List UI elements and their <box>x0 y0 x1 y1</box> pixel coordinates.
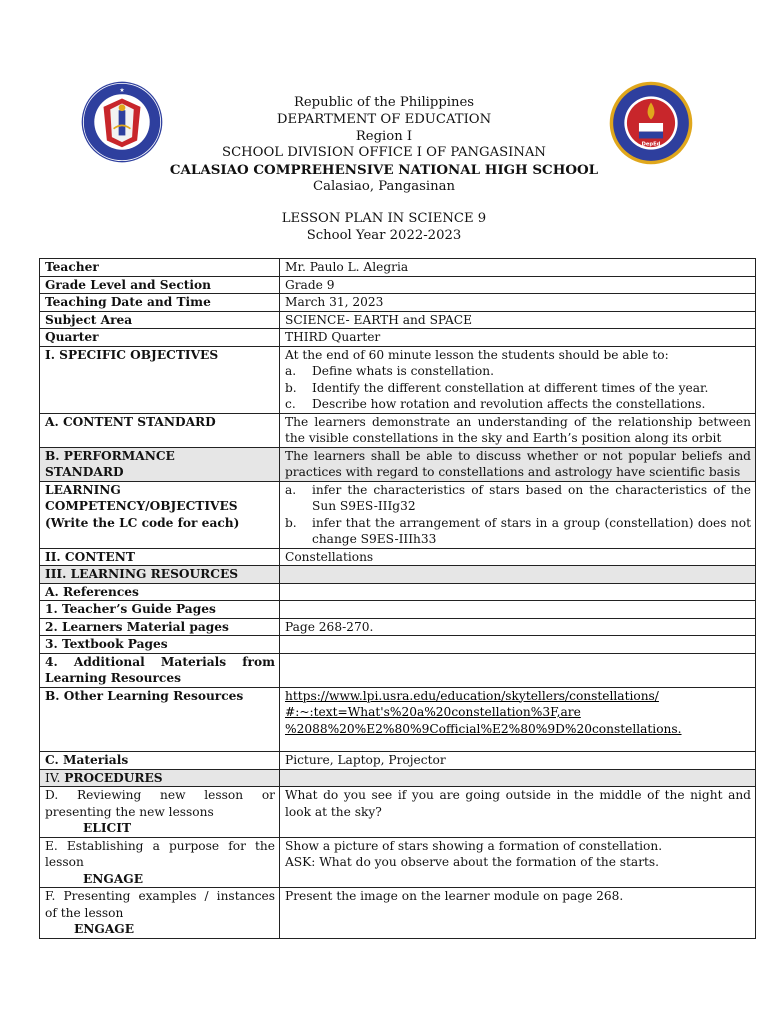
additional-label-line: Learning Resources <box>45 671 181 685</box>
content-standard-value: The learners demonstrate an understanding of the relationship between the visible constellations in the sky and Earth’s position along its orbit <box>280 413 756 447</box>
empty-cell <box>280 653 756 687</box>
link-line: %2088%20%E2%80%9Cofficial%E2%80%9D%20constellations. <box>285 721 682 736</box>
references-label: A. References <box>40 583 280 601</box>
svg-text:★: ★ <box>119 87 125 94</box>
resource-link[interactable] <box>285 688 751 738</box>
procedures-numeral: IV. <box>45 770 61 785</box>
procedure-label-line: presenting the new lessons <box>45 804 214 819</box>
table-row <box>40 601 756 619</box>
materials-value: Picture, Laptop, Projector <box>280 752 756 770</box>
procedure-e-label <box>40 837 280 888</box>
competency-list <box>285 482 751 548</box>
competency-text: infer that the arrangement of stars in a group (constellation) does not change S9ES-IIIh33 <box>312 515 751 546</box>
competency-text: infer the characteristics of stars based on the characteristics of the Sun S9ES-IIIg32 <box>312 482 751 513</box>
date-label: Teaching Date and Time <box>40 294 280 312</box>
learning-competency-cell <box>280 481 756 548</box>
table-row <box>40 259 756 277</box>
procedure-d-value: What do you see if you are going outside in the middle of the night and look at the sky? <box>280 787 756 838</box>
table-row <box>40 447 756 481</box>
table-row <box>40 276 756 294</box>
table-row <box>40 787 756 838</box>
procedure-label-line: E. Establishing a purpose for the <box>45 838 275 853</box>
procedure-label-line: of the lesson <box>45 905 124 920</box>
subject-value: SCIENCE- EARTH and SPACE <box>280 311 756 329</box>
letterhead <box>150 95 618 196</box>
header-region: Region I <box>355 128 413 144</box>
empty-cell <box>280 769 756 787</box>
procedure-label-line: D. Reviewing new lesson or <box>45 788 275 802</box>
performance-label-line: STANDARD <box>45 465 124 479</box>
table-row <box>40 752 756 770</box>
list-item <box>285 515 751 548</box>
lc-label-line: LEARNING <box>45 482 121 497</box>
link-line: #:~:text=What's%20a%20constellation%3F,are <box>285 705 581 719</box>
other-resources-cell <box>280 687 756 752</box>
header-school-name: CALASIAO COMPREHENSIVE NATIONAL HIGH SCHOOL <box>169 162 599 179</box>
list-marker: a. <box>285 482 297 497</box>
table-row <box>40 687 756 752</box>
table-row <box>40 329 756 347</box>
division-office-seal-logo <box>608 80 694 166</box>
other-resources-label: B. Other Learning Resources <box>40 687 280 752</box>
header-department: DEPARTMENT OF EDUCATION <box>276 111 492 127</box>
list-item <box>285 482 751 515</box>
header-division: SCHOOL DIVISION OFFICE I OF PANGASINAN <box>222 145 546 161</box>
list-marker: b. <box>285 380 297 395</box>
content-standard-label: A. CONTENT STANDARD <box>40 413 280 447</box>
performance-label-line: B. PERFORMANCE <box>45 448 175 463</box>
teacher-value: Mr. Paulo L. Alegria <box>280 259 756 277</box>
procedure-e-value <box>280 837 756 888</box>
table-row <box>40 481 756 548</box>
empty-cell <box>280 566 756 584</box>
list-item <box>285 396 751 413</box>
content-value: Constellations <box>280 548 756 566</box>
procedure-phase: ENGAGE <box>83 871 143 886</box>
subject-label: Subject Area <box>40 311 280 329</box>
spacer <box>285 737 751 751</box>
additional-label-line: 4. Additional Materials from <box>45 654 275 669</box>
procedure-f-label <box>40 888 280 939</box>
lc-label-line: COMPETENCY/OBJECTIVES <box>45 499 238 513</box>
procedure-text-line: Show a picture of stars showing a formation of constellation. <box>285 838 663 853</box>
learners-material-label: 2. Learners Material pages <box>40 618 280 636</box>
table-row <box>40 413 756 447</box>
table-row <box>40 346 756 413</box>
quarter-label: Quarter <box>40 329 280 347</box>
empty-cell <box>280 601 756 619</box>
procedure-label-line: lesson <box>45 855 84 869</box>
objectives-cell <box>280 346 756 413</box>
lesson-plan-title <box>150 210 618 244</box>
table-row <box>40 653 756 687</box>
header-republic: Republic of the Philippines <box>293 95 475 110</box>
lc-label-line: (Write the LC code for each) <box>45 515 240 530</box>
learners-material-value: Page 268-270. <box>280 618 756 636</box>
empty-cell <box>280 636 756 654</box>
table-row <box>40 618 756 636</box>
grade-label: Grade Level and Section <box>40 276 280 294</box>
table-row <box>40 769 756 787</box>
procedures-word: PROCEDURES <box>64 770 163 785</box>
header-address: Calasiao, Pangasinan <box>313 178 455 194</box>
list-marker: c. <box>285 397 296 411</box>
materials-label: C. Materials <box>40 752 280 770</box>
procedure-text-line: ASK: What do you observe about the formation of the starts. <box>285 855 660 869</box>
additional-materials-label <box>40 653 280 687</box>
procedure-label-line: F. Presenting examples / instances <box>45 889 275 903</box>
lesson-plan-table <box>39 258 756 939</box>
list-marker: b. <box>285 515 297 530</box>
procedures-label <box>40 769 280 787</box>
objectives-intro: At the end of 60 minute lesson the students should be able to: <box>285 347 669 362</box>
table-row <box>40 636 756 654</box>
list-item <box>285 363 751 380</box>
list-item <box>285 380 751 397</box>
procedure-phase: ELICIT <box>83 821 132 835</box>
table-row <box>40 311 756 329</box>
procedure-phase: ENGAGE <box>74 922 134 936</box>
date-value: March 31, 2023 <box>280 294 756 312</box>
objective-text: Describe how rotation and revolution affects the constellations. <box>312 397 706 411</box>
procedure-f-value: Present the image on the learner module on page 268. <box>280 888 756 939</box>
table-row <box>40 566 756 584</box>
objectives-list <box>285 363 751 413</box>
content-label: II. CONTENT <box>40 548 280 566</box>
table-row <box>40 583 756 601</box>
learning-competency-label <box>40 481 280 548</box>
teacher-label: Teacher <box>40 259 280 277</box>
performance-standard-label <box>40 447 280 481</box>
objective-text: Identify the different constellation at different times of the year. <box>312 380 709 395</box>
performance-standard-value: The learners shall be able to discuss whether or not popular beliefs and practices with regard to constellations and astrology have scientific basis <box>280 447 756 481</box>
table-row <box>40 888 756 939</box>
objectives-label: I. SPECIFIC OBJECTIVES <box>40 346 280 413</box>
link-line: https://www.lpi.usra.edu/education/skytellers/constellations/ <box>285 688 659 703</box>
teachers-guide-label: 1. Teacher’s Guide Pages <box>40 601 280 619</box>
list-marker: a. <box>285 364 297 378</box>
table-row <box>40 837 756 888</box>
svg-text:DepEd: DepEd <box>641 141 661 148</box>
table-row <box>40 548 756 566</box>
quarter-value: THIRD Quarter <box>280 329 756 347</box>
learning-resources-label: III. LEARNING RESOURCES <box>40 566 280 584</box>
plan-school-year: School Year 2022-2023 <box>306 228 462 243</box>
textbook-label: 3. Textbook Pages <box>40 636 280 654</box>
procedure-d-label <box>40 787 280 838</box>
plan-title: LESSON PLAN IN SCIENCE 9 <box>281 211 487 226</box>
grade-value: Grade 9 <box>280 276 756 294</box>
objective-text: Define whats is constellation. <box>312 364 494 378</box>
empty-cell <box>280 583 756 601</box>
table-row <box>40 294 756 312</box>
